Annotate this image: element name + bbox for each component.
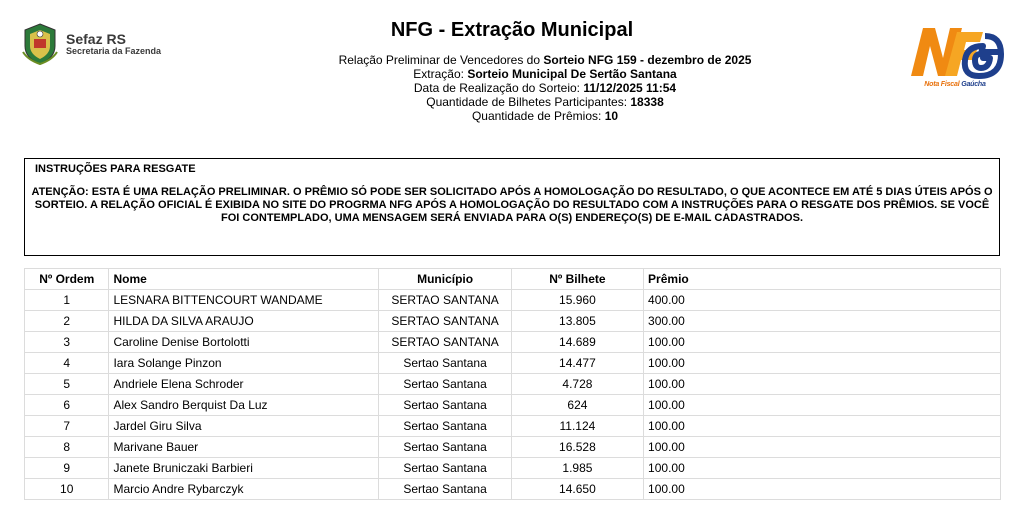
cell-order: 10 [25,479,109,500]
meta-line-draw: Relação Preliminar de Vencedores do Sorteio NFG 159 - dezembro de 2025 [338,53,752,67]
header-order: Nº Ordem [25,269,109,290]
instructions-box [24,158,1000,256]
cell-order: 2 [25,311,109,332]
cell-ticket: 16.528 [511,437,643,458]
winners-table [24,268,1001,500]
cell-name: LESNARA BITTENCOURT WANDAME [109,290,379,311]
table-row [25,437,1001,458]
cell-prize: 100.00 [644,458,1001,479]
cell-prize: 400.00 [644,290,1001,311]
header-name: Nome [109,269,379,290]
cell-municipality: Sertao Santana [379,416,511,437]
cell-prize: 100.00 [644,332,1001,353]
cell-ticket: 14.477 [511,353,643,374]
cell-ticket: 15.960 [511,290,643,311]
cell-order: 4 [25,353,109,374]
cell-municipality: Sertao Santana [379,395,511,416]
cell-municipality: Sertao Santana [379,479,511,500]
cell-order: 9 [25,458,109,479]
cell-municipality: Sertao Santana [379,458,511,479]
cell-name: Caroline Denise Bortolotti [109,332,379,353]
cell-prize: 100.00 [644,374,1001,395]
org-subtitle: Secretaria da Fazenda [66,45,162,56]
meta-line-prizes: Quantidade de Prêmios: 10 [471,109,619,123]
cell-order: 3 [25,332,109,353]
instructions-text: ATENÇÃO: ESTA É UMA RELAÇÃO PRELIMINAR. O PRÊMIO SÓ PODE SER SOLICITADO APÓS A HOMOLOGAÇÃO DO RESULTADO, O QUE ACONTECE EM ATÉ 5 DIAS ÚTEIS APÓS O SORTEIO. A RELAÇÃO OFICIAL É EXIBIDA NO SITE DO PROGRMA NFG APÓS A HOMOLOGAÇÃO DO RESULTADO COM A INSTRUÇÕES PARA O RESGATE DOS PRÊMIOS. SE VOCÊ FOI CONTEMPLADO, UMA MENSAGEM SERÁ ENVIADA PARA O(S) ENDEREÇO(S) DE E-MAIL CADASTRADOS. [31,186,993,224]
table-header-row [25,269,1001,290]
table-row [25,416,1001,437]
cell-name: Alex Sandro Berquist Da Luz [109,395,379,416]
table-row [25,458,1001,479]
table-row [25,374,1001,395]
instructions-title: INSTRUÇÕES PARA RESGATE [35,163,196,175]
cell-order: 8 [25,437,109,458]
cell-prize: 300.00 [644,311,1001,332]
cell-ticket: 14.650 [511,479,643,500]
cell-ticket: 1.985 [511,458,643,479]
table-row [25,395,1001,416]
header-municipality: Município [379,269,511,290]
cell-municipality: Sertao Santana [379,353,511,374]
table-row [25,332,1001,353]
cell-municipality: SERTAO SANTANA [379,332,511,353]
table-row [25,479,1001,500]
table-row [25,311,1001,332]
meta-line-date: Data de Realização do Sorteio: 11/12/2025 11:54 [413,81,677,95]
cell-name: Jardel Giru Silva [109,416,379,437]
meta-line-tickets: Quantidade de Bilhetes Participantes: 18338 [426,95,664,109]
cell-order: 1 [25,290,109,311]
cell-ticket: 624 [511,395,643,416]
draw-metadata [0,53,1024,123]
cell-prize: 100.00 [644,395,1001,416]
table-row [25,353,1001,374]
cell-order: 6 [25,395,109,416]
nfg-caption: Nota Fiscal Gaúcha [924,81,986,88]
header-prize: Prêmio [644,269,1001,290]
cell-prize: 100.00 [644,416,1001,437]
header-ticket: Nº Bilhete [511,269,643,290]
cell-municipality: Sertao Santana [379,374,511,395]
cell-ticket: 11.124 [511,416,643,437]
cell-name: Janete Bruniczaki Barbieri [109,458,379,479]
cell-prize: 100.00 [644,479,1001,500]
cell-name: Marcio Andre Rybarczyk [109,479,379,500]
cell-municipality: SERTAO SANTANA [379,290,511,311]
cell-ticket: 4.728 [511,374,643,395]
cell-municipality: SERTAO SANTANA [379,311,511,332]
org-name: Sefaz RS [66,30,126,47]
table-row [25,290,1001,311]
cell-ticket: 13.805 [511,311,643,332]
meta-line-extraction: Extração: Sorteio Municipal De Sertão Santana [413,67,677,81]
cell-name: Iara Solange Pinzon [109,353,379,374]
cell-prize: 100.00 [644,353,1001,374]
page-title: NFG - Extração Municipal [390,19,634,41]
cell-prize: 100.00 [644,437,1001,458]
cell-name: HILDA DA SILVA ARAUJO [109,311,379,332]
cell-ticket: 14.689 [511,332,643,353]
cell-order: 5 [25,374,109,395]
cell-name: Marivane Bauer [109,437,379,458]
cell-name: Andriele Elena Schroder [109,374,379,395]
cell-municipality: Sertao Santana [379,437,511,458]
cell-order: 7 [25,416,109,437]
